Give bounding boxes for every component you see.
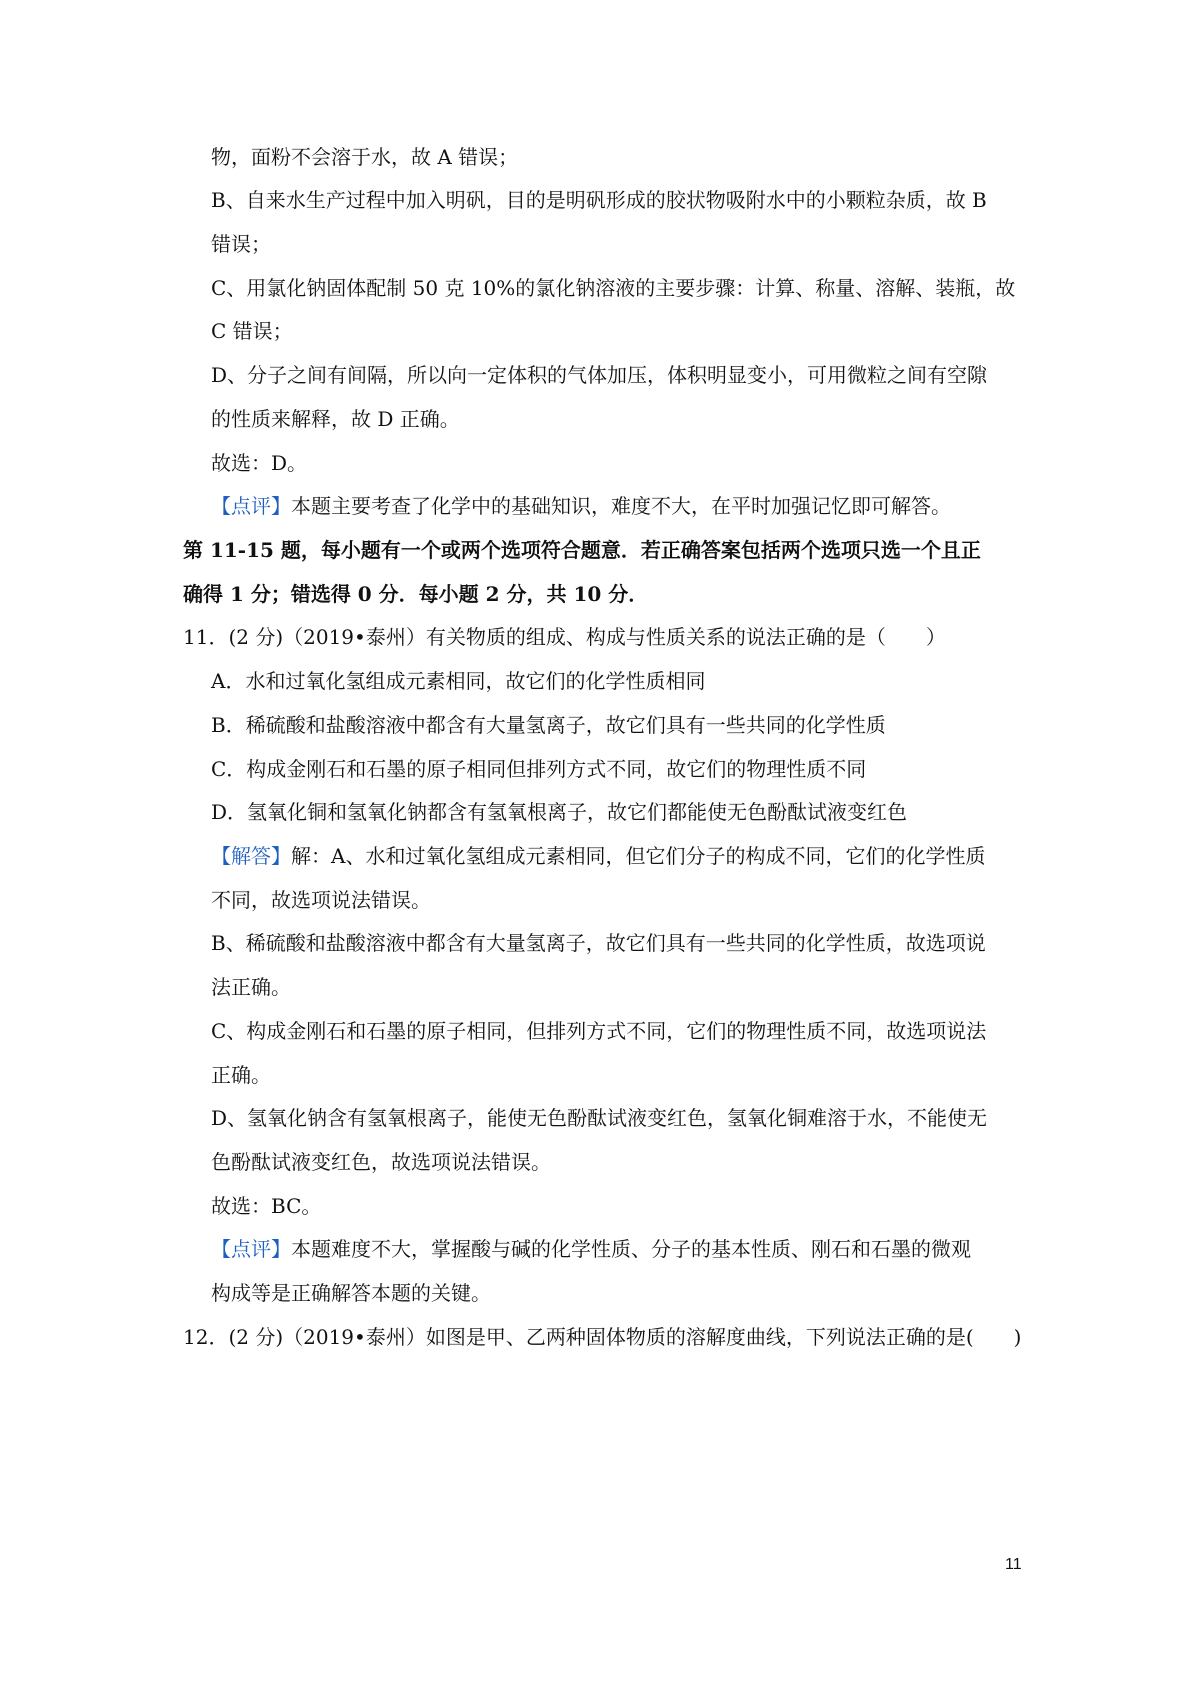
q10-c-line1: C、用氯化钠固体配制 50 克 10%的氯化钠溶液的主要步骤：计算、称量、溶解、装瓶，故 [211, 276, 1016, 300]
q11-solution-b-line1: B、稀硫酸和盐酸溶液中都含有大量氢离子，故它们具有一些共同的化学性质，故选项说 [211, 931, 986, 955]
q10-d-line2: 的性质来解释，故 D 正确。 [211, 407, 460, 431]
q11-comment-text: 本题难度不大，掌握酸与碱的化学性质、分子的基本性质、刚石和石墨的微观 [291, 1237, 971, 1261]
solution-tag: 【解答】 [211, 844, 291, 868]
q11-solution-b-line2: 法正确。 [211, 975, 291, 999]
page-number: 11 [1005, 1556, 1022, 1573]
q11-comment-line2: 构成等是正确解答本题的关键。 [211, 1281, 491, 1305]
q11-solution-a-line1 [211, 842, 985, 870]
q10-c-line2: C 错误； [211, 319, 293, 343]
q12-stem: 12．(2 分)（2019•泰州）如图是甲、乙两种固体物质的溶解度曲线，下列说法正确的是( ) [183, 1325, 1022, 1349]
q10-comment-text: 本题主要考查了化学中的基础知识，难度不大，在平时加强记忆即可解答。 [291, 494, 951, 518]
q10-d-line1: D、分子之间有间隔，所以向一定体积的气体加压，体积明显变小，可用微粒之间有空隙 [211, 363, 988, 387]
q11-solution-a-line2: 不同，故选项说法错误。 [211, 888, 431, 912]
q10-b-line2: 错误； [211, 232, 271, 256]
q11-stem: 11．(2 分)（2019•泰州）有关物质的组成、构成与性质关系的说法正确的是（ ） [183, 625, 946, 649]
comment-tag: 【点评】 [211, 1237, 291, 1261]
q10-line-a: 物，面粉不会溶于水，故 A 错误； [211, 145, 519, 169]
q11-comment-line1 [211, 1235, 971, 1263]
q11-solution-c-line2: 正确。 [211, 1063, 271, 1087]
q11-option-b: B．稀硫酸和盐酸溶液中都含有大量氢离子，故它们具有一些共同的化学性质 [211, 713, 886, 737]
q11-option-d: D．氢氧化铜和氢氧化钠都含有氢氧根离子，故它们都能使无色酚酞试液变红色 [211, 800, 908, 824]
q10-answer: 故选：D。 [211, 451, 308, 475]
q11-option-c: C．构成金刚石和石墨的原子相同但排列方式不同，故它们的物理性质不同 [211, 757, 867, 781]
q11-solution-a-text: 解：A、水和过氧化氢组成元素相同，但它们分子的构成不同，它们的化学性质 [291, 844, 986, 868]
comment-tag: 【点评】 [211, 494, 291, 518]
q11-answer: 故选：BC。 [211, 1194, 322, 1218]
q11-solution-d-line1: D、氢氧化钠含有氢氧根离子，能使无色酚酞试液变红色，氢氧化铜难溶于水，不能使无 [211, 1106, 988, 1130]
q10-comment [211, 492, 951, 520]
q11-option-a: A．水和过氧化氢组成元素相同，故它们的化学性质相同 [211, 669, 706, 693]
q11-solution-d-line2: 色酚酞试液变红色，故选项说法错误。 [211, 1150, 551, 1174]
section-header-line2: 确得 1 分；错选得 0 分．每小题 2 分，共 10 分． [183, 582, 649, 606]
q10-b-line1: B、自来水生产过程中加入明矾，目的是明矾形成的胶状物吸附水中的小颗粒杂质，故 B [211, 188, 987, 212]
q11-solution-c-line1: C、构成金刚石和石墨的原子相同，但排列方式不同，它们的物理性质不同，故选项说法 [211, 1019, 987, 1043]
section-header-line1: 第 11-15 题，每小题有一个或两个选项符合题意．若正确答案包括两个选项只选一个且正 [183, 538, 981, 562]
